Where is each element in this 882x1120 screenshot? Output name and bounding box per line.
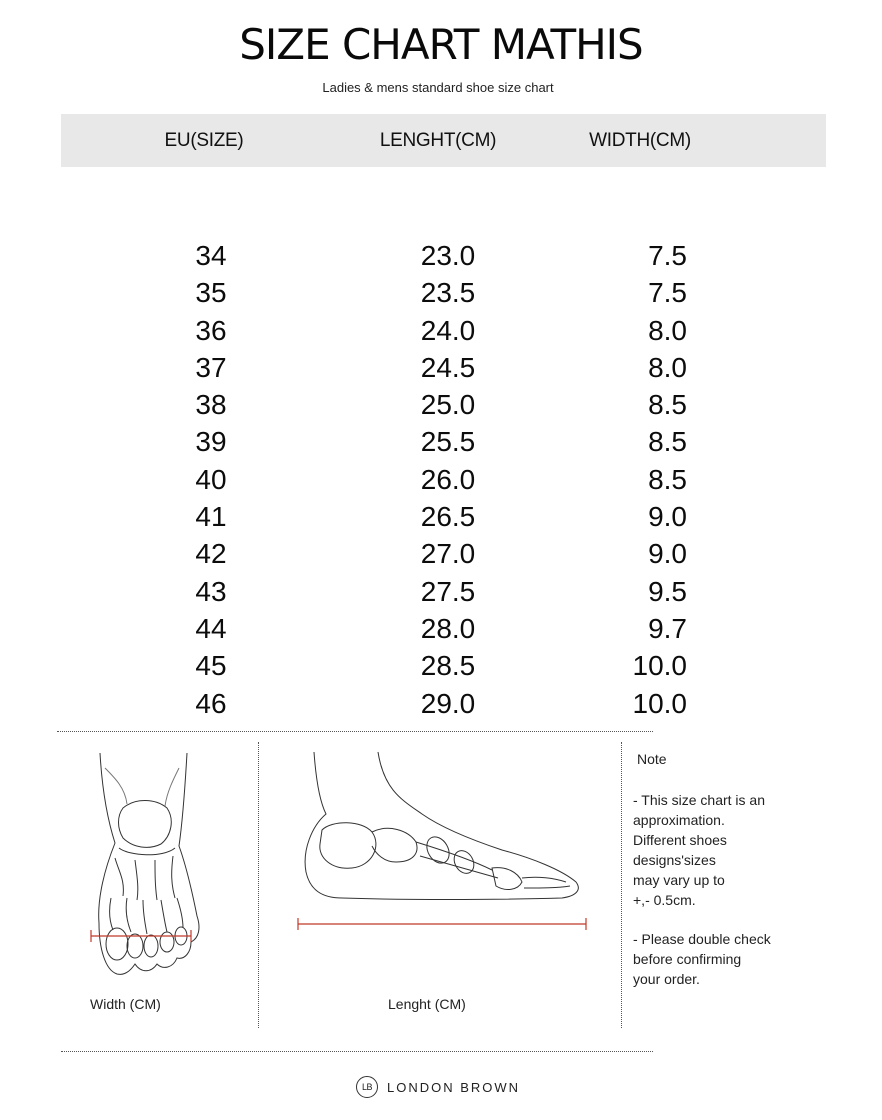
table-row: [0, 312, 882, 349]
cell-length: 27.0: [420, 538, 476, 570]
foot-side-skeleton-icon: [292, 750, 592, 935]
length-label: Lenght (CM): [388, 996, 466, 1012]
cell-eu-size: 40: [195, 463, 227, 495]
width-label: Width (CM): [90, 996, 161, 1012]
cell-width: 8.5: [648, 426, 687, 458]
divider-bottom: [61, 1051, 653, 1052]
page-title: SIZE CHART MATHIS: [239, 20, 643, 69]
cell-eu-size: 43: [195, 575, 227, 607]
cell-length: 26.5: [420, 501, 476, 533]
table-row: [0, 498, 882, 535]
table-row: [0, 274, 882, 311]
cell-length: 28.0: [420, 612, 476, 644]
cell-length: 26.0: [420, 463, 476, 495]
cell-eu-size: 39: [195, 426, 227, 458]
cell-eu-size: 38: [195, 389, 227, 421]
cell-eu-size: 41: [195, 501, 227, 533]
cell-length: 24.5: [420, 351, 476, 383]
cell-width: 8.0: [648, 314, 687, 346]
cell-length: 23.0: [420, 240, 476, 271]
foot-top-skeleton-icon: [75, 748, 215, 980]
cell-eu-size: 42: [195, 538, 227, 570]
cell-width: 8.5: [648, 389, 687, 421]
cell-width: 7.5: [648, 277, 687, 309]
note-title: Note: [637, 751, 667, 767]
brand-badge: LB: [356, 1076, 378, 1098]
column-header-eu-size: EU(SIZE): [164, 130, 244, 151]
cell-width: 9.0: [648, 538, 687, 570]
cell-width: 9.0: [648, 501, 687, 533]
table-row: [0, 685, 882, 722]
cell-length: 29.0: [420, 687, 476, 719]
cell-eu-size: 45: [195, 650, 227, 682]
cell-width: 8.0: [648, 351, 687, 383]
page-subtitle: Ladies & mens standard shoe size chart: [322, 80, 554, 95]
cell-width: 9.7: [648, 612, 687, 644]
table-row: [0, 647, 882, 684]
table-row: [0, 535, 882, 572]
table-row: [0, 237, 882, 274]
cell-length: 24.0: [420, 314, 476, 346]
column-header-length: LENGHT(CM): [379, 130, 497, 151]
cell-eu-size: 36: [195, 314, 227, 346]
cell-eu-size: 46: [195, 687, 227, 719]
cell-width: 7.5: [648, 240, 687, 271]
size-table-body: [0, 237, 882, 722]
cell-eu-size: 37: [195, 351, 227, 383]
cell-length: 23.5: [420, 277, 476, 309]
table-row: [0, 386, 882, 423]
cell-length: 25.5: [420, 426, 476, 458]
cell-width: 10.0: [632, 650, 687, 682]
table-row: [0, 423, 882, 460]
brand-name: LONDON BROWN: [387, 1079, 521, 1095]
cell-eu-size: 44: [195, 612, 227, 644]
divider-vertical-right: [621, 742, 622, 1028]
column-header-width: WIDTH(CM): [589, 130, 691, 151]
note-double-check: - Please double check before confirming your order.: [633, 931, 771, 987]
divider-top: [57, 731, 653, 732]
divider-vertical-left: [258, 742, 259, 1028]
cell-width: 10.0: [632, 687, 687, 719]
table-row: [0, 461, 882, 498]
cell-width: 9.5: [648, 575, 687, 607]
table-row: [0, 573, 882, 610]
cell-eu-size: 35: [195, 277, 227, 309]
cell-length: 27.5: [420, 575, 476, 607]
cell-eu-size: 34: [195, 240, 227, 271]
brand-logo: [356, 1074, 520, 1100]
cell-width: 8.5: [648, 463, 687, 495]
cell-length: 28.5: [420, 650, 476, 682]
cell-length: 25.0: [420, 389, 476, 421]
table-row: [0, 610, 882, 647]
note-approximation: - This size chart is an approximation. Different shoes designs'sizes may vary up to +,- 0.5cm.: [633, 792, 766, 908]
table-row: [0, 349, 882, 386]
